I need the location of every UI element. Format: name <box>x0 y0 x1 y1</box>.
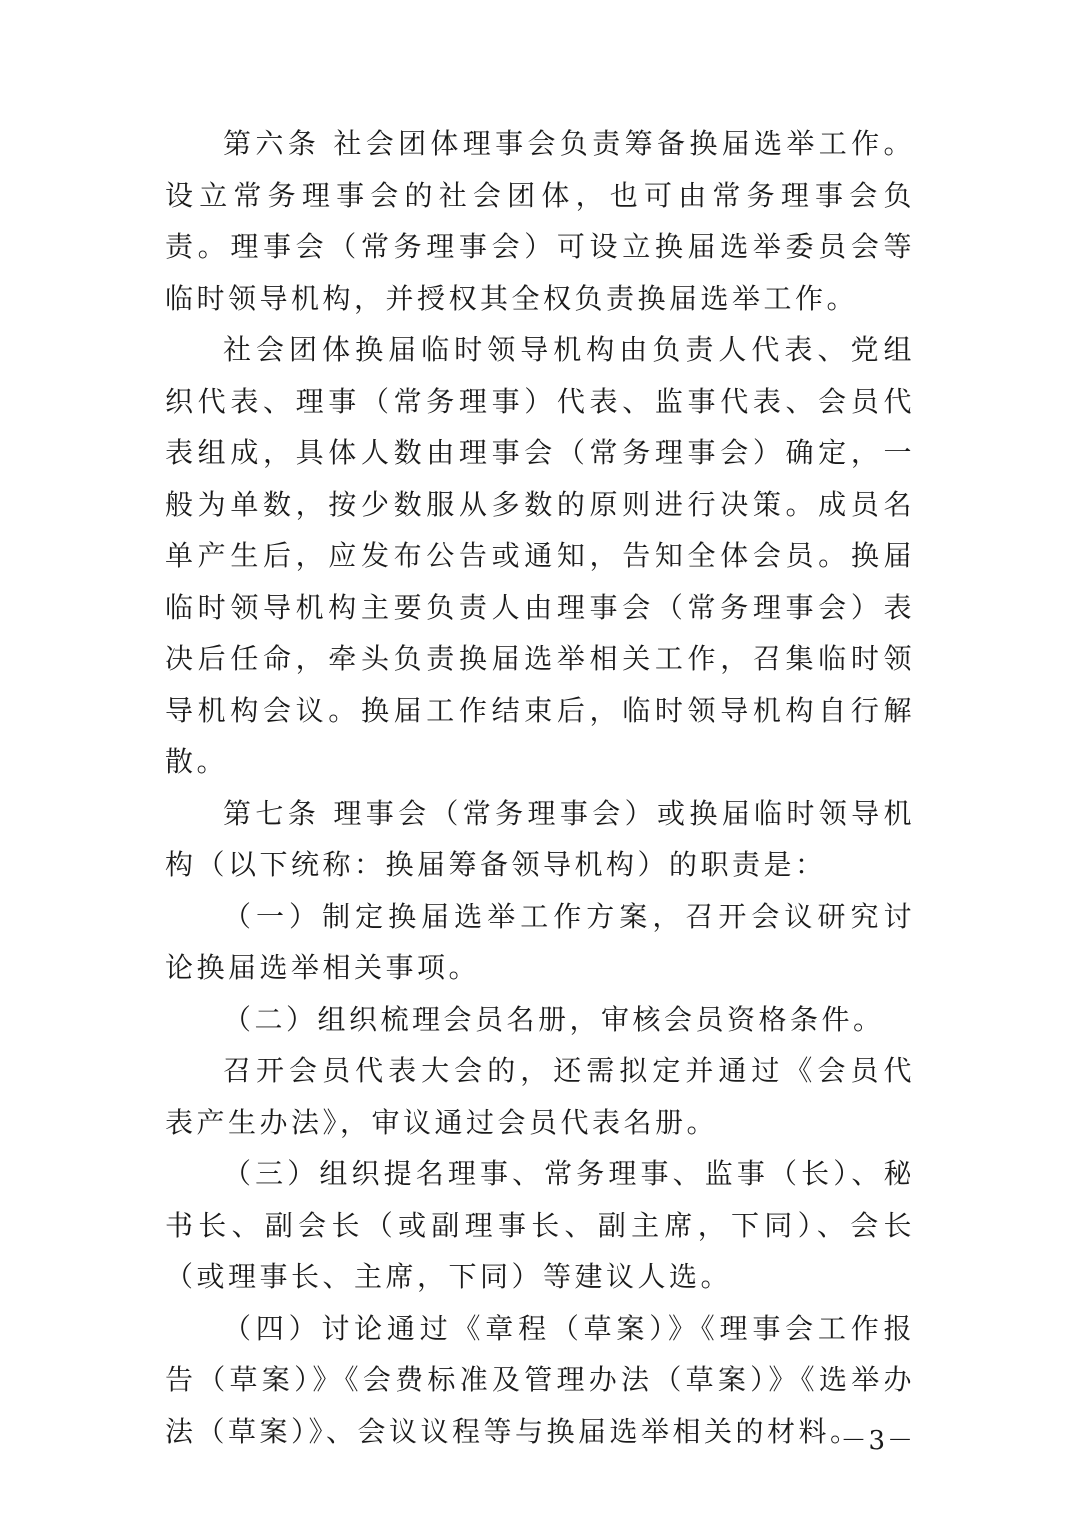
paragraph-duty-1: （一）制定换届选举工作方案，召开会议研究讨论换届选举相关事项。 <box>165 899 915 984</box>
paragraph-duty-2-note: 召开会员代表大会的，还需拟定并通过《会员代表产生办法》，审议通过会员代表名册。 <box>165 1054 915 1139</box>
paragraph-interim-body: 社会团体换届临时领导机构由负责人代表、党组织代表、理事（常务理事）代表、监事代表、会员代表组成，具体人数由理事会（常务理事会）确定，一般为单数，按少数服从多数的原则进行决策。成员名单产生后，应发布公告或通知，告知全体会员。换届临时领导机构主要负责人由理事会（常务理事会）表决后任命，牵头负责换届选举相关工作，召集临时领导机构会议。换届工作结束后，临时领导机构自行解散。 <box>165 333 915 778</box>
paragraph-article-6: 第六条 社会团体理事会负责筹备换届选举工作。设立常务理事会的社会团体，也可由常务理事会负责。理事会（常务理事会）可设立换届选举委员会等临时领导机构，并授权其全权负责换届选举工作。 <box>165 127 915 315</box>
paragraph-duty-3: （三）组织提名理事、常务理事、监事（长）、秘书长、副会长（或副理事长、副主席，下同）、会长（或理事长、主席，下同）等建议人选。 <box>165 1157 915 1293</box>
page-number: －3－ <box>840 1426 915 1456</box>
paragraph-duty-4: （四）讨论通过《章程（草案）》《理事会工作报告（草案）》《会费标准及管理办法（草案）》《选举办法（草案）》、会议议程等与换届选举相关的材料。 <box>165 1311 915 1448</box>
paragraph-article-7: 第七条 理事会（常务理事会）或换届临时领导机构（以下统称：换届筹备领导机构）的职责是： <box>165 796 915 881</box>
document-body <box>165 118 915 1457</box>
paragraph-duty-2: （二）组织梳理会员名册，审核会员资格条件。 <box>223 1002 885 1036</box>
